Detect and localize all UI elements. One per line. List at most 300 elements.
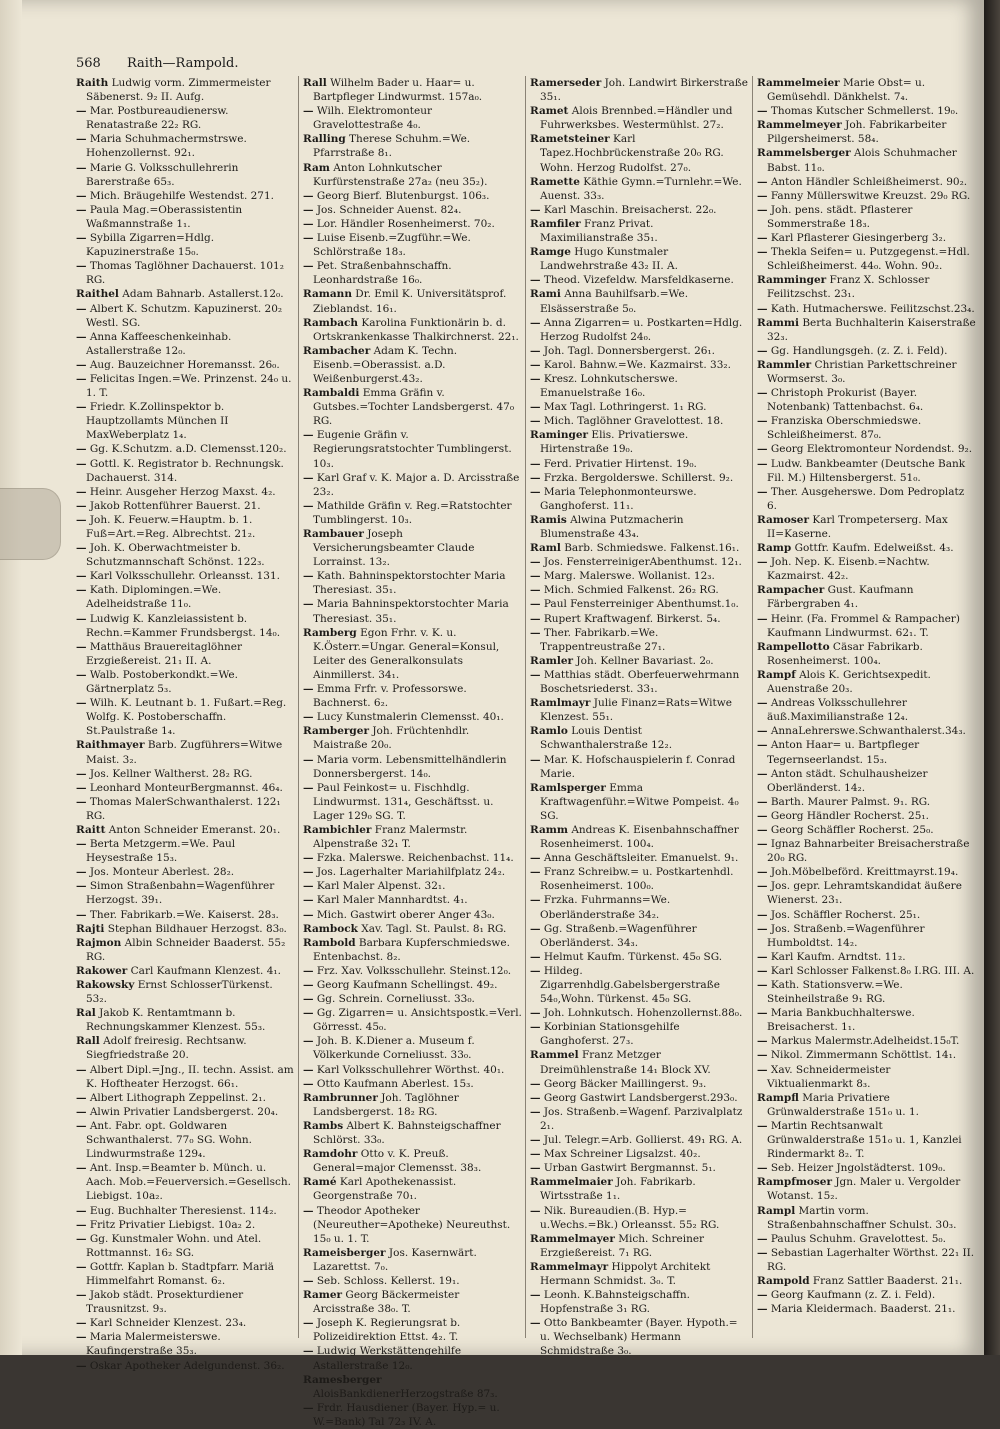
entry-details: Fanny Müllerswitwe Kreuzst. 29₀ RG. [767,189,971,202]
entry-surname: — [76,513,87,526]
directory-entry [757,358,977,386]
entry-details: Gg. Kunstmaler Wohn. und Atel. Rottmannst. 16₂ SG. [86,1232,262,1259]
directory-entry [530,1161,749,1175]
entry-details: AloisBankdienerHerzogstraße 87₃. [313,1387,498,1400]
entry-details: Georg Bäckermeister Arcisstraße 38₀. T. [313,1289,460,1316]
entry-details: Oskar Apotheker Adelgundenst. 36₂. [86,1359,285,1372]
entry-surname: — [76,640,87,653]
entry-surname: Ramette [530,175,580,188]
entry-surname: — [303,711,314,724]
directory-entry [76,457,295,485]
entry-surname: Rampl [757,1204,796,1217]
entry-surname: Ramler [530,654,574,667]
entry-surname: — [530,950,541,963]
directory-entry [76,978,295,1006]
directory-entry [757,738,977,766]
entry-surname: — [76,866,87,879]
entry-surname: Rall [303,77,327,89]
entry-details: Ferd. Privatier Hirtenst. 19₀. [540,457,697,470]
entry-surname: — [530,1021,541,1034]
entry-details: Mar. K. Hofschauspielerin f. Conrad Marie. [540,753,736,780]
directory-entry [76,767,295,781]
directory-entry [530,414,749,428]
entry-surname: — [757,175,768,188]
entry-details: Joh. Kellner Bavariast. 2₀. [573,654,714,667]
entry-surname: Ramp [757,542,792,555]
entry-details: Nik. Bureaudien.(B. Hyp.= u.Wechs.=Bk.) Orleansst. 55₂ RG. [540,1204,720,1231]
entry-details: Alwina Putzmacherin Blumenstraße 43₄. [540,513,684,540]
entry-details: Otto Bankbeamter (Bayer. Hypoth.= u. Wechselbank) Hermann Schmidstraße 3₀. [540,1317,738,1358]
directory-entry [303,1091,522,1119]
entry-surname: — [76,1105,87,1118]
entry-details: Fritz Privatier Liebigst. 10a₂ 2. [86,1218,256,1231]
entry-details: Ludw. Bankbeamter (Deutsche Bank Fil. M.) Hiltensbergerst. 51₀. [767,457,966,484]
entry-details: Karl Schlosser Falkenst.8₀ I.RG. III. A. [767,964,975,977]
entry-surname: — [303,993,314,1006]
entry-surname: — [76,372,87,385]
entry-details: Maria Schuhmachermstrswe. Hohenzollernst. 92₁. [86,133,247,160]
entry-details: Karolina Funktionärin b. d. Ortskrankenkasse Thalkirchnerst. 22₁. [313,316,519,343]
entry-surname: Rammelmaier [530,1176,613,1189]
directory-entry [76,1063,295,1091]
directory-entry [76,738,295,766]
entry-surname: Ramoser [757,513,810,526]
directory-entry [757,316,977,344]
entry-details: Hippolyt Architekt Hermann Schmidst. 3₀. T. [540,1260,711,1287]
directory-entry [530,1077,749,1091]
directory-entry [76,485,295,499]
entry-surname: — [757,556,768,569]
directory-column [755,76,980,1338]
entry-details: Ant. Insp.=Beamter b. Münch. u. Aach. Mob.=Feuerversich.=Gesellsch. Liebigst. 10a₂. [86,1162,291,1203]
directory-entry [530,175,749,203]
directory-entry [303,597,522,625]
directory-entry [530,1147,749,1161]
entry-surname: — [530,358,541,371]
entry-details: Barb. Zugführers=Witwe Maist. 3₂. [86,739,283,766]
directory-entry [757,1274,977,1288]
entry-details: Frz. Xav. Volksschullehr. Steinst.12₀. [313,964,512,977]
entry-surname: — [76,542,87,555]
entry-surname: — [530,457,541,470]
directory-entry [530,1316,749,1358]
entry-surname: — [303,570,314,583]
entry-surname: Ramerseder [530,77,602,89]
entry-surname: — [757,795,768,808]
directory-entry [303,753,522,781]
entry-details: Matthäus Brauereitaglöhner Erzgießereist. 21₁ II. A. [86,640,243,667]
entry-surname: — [757,1303,768,1316]
directory-entry [76,795,295,823]
entry-details: Maria vorm. Lebensmittelhändlerin Donnersbergerst. 14₀. [313,753,507,780]
entry-details: Ant. Fabr. opt. Goldwaren Schwanthalerst. 77₀ SG. Wohn. Lindwurmstraße 129₄. [86,1119,253,1161]
entry-surname: — [530,866,541,879]
entry-details: Albert K. Schutzm. Kapuzinerst. 20₂ Westl. SG. [86,302,283,329]
entry-surname: Ramer [303,1289,343,1302]
directory-entry [530,1232,749,1260]
directory-entry [757,414,977,442]
entry-surname: — [76,584,87,597]
directory-entry [757,583,977,611]
entry-details: Pet. Straßenbahnschaffn. Leonhardstraße 16₀. [313,260,452,287]
entry-surname: — [303,866,314,879]
entry-surname: — [76,499,87,512]
entry-surname: — [757,612,768,625]
running-title: Raith—Rampold. [126,56,239,71]
directory-entry [530,724,749,752]
entry-details: Seb. Heizer Jngolstädterst. 109₀. [767,1162,946,1175]
entry-details: Joh. B. K.Diener a. Museum f. Völkerkunde Corneliusst. 33₀. [313,1035,475,1062]
entry-details: Theodor Apotheker (Neureuther=Apotheke) Neureuthst. 15₀ u. 1. T. [313,1204,511,1245]
directory-column [528,76,753,1358]
directory-entry [757,1119,977,1161]
directory-entry [757,513,977,541]
entry-surname: — [303,471,314,484]
directory-entry [757,865,977,879]
entry-surname: — [757,880,768,893]
directory-entry [530,626,749,654]
directory-entry [303,710,522,724]
entry-surname: Rambacher [303,344,371,357]
entry-details: Thomas Taglöhner Dachauerst. 101₂ RG. [86,260,284,287]
entry-details: Georg Bäcker Maillingerst. 9₃. [540,1077,707,1090]
entry-surname: — [303,217,314,230]
entry-surname: Rajmon [76,936,122,949]
entry-details: Alwin Privatier Landsbergerst. 20₄. [86,1105,279,1118]
directory-entry [303,76,522,104]
entry-surname: — [76,880,87,893]
directory-entry [76,104,295,132]
entry-surname: — [757,823,768,836]
entry-details: Andreas K. Eisenbahnschaffner Rosenheimerst. 100₄. [540,823,739,851]
entry-surname: Rambauer [303,528,364,540]
entry-details: Walb. Postoberkondkt.=We. Gärtnerplatz 5₃. [86,668,238,696]
entry-surname: Raithel [76,288,119,301]
directory-entry [530,1260,749,1288]
entry-details: Elis. Privatierswe. Hirtenstraße 19₀. [540,429,689,456]
directory-entry [530,400,749,414]
directory-entry [303,936,522,964]
entry-surname: Ramesberger [303,1373,382,1386]
entry-details: Karl Pflasterer Giesingerberg 3₂. [767,232,947,245]
directory-entry [757,724,977,738]
entry-surname: Rammelmayr [530,1260,609,1273]
entry-surname: — [757,485,768,498]
entry-details: Karl Trompeterserg. Max II=Kaserne. [767,513,948,540]
directory-entry [530,513,749,541]
entry-surname: Ramlo [530,725,568,738]
entry-surname: — [757,189,768,202]
entry-surname: — [303,598,314,611]
directory-entry [76,696,295,738]
directory-entry [303,1373,522,1401]
entry-surname: — [76,767,87,780]
entry-surname: — [76,1204,87,1217]
directory-entry [757,1034,977,1048]
entry-details: Ludwig vorm. Zimmermeister Säbenerst. 9₂ II. Aufg. [86,77,271,104]
entry-surname: — [76,697,87,710]
entry-surname: — [76,795,87,808]
page-binding-shadow [0,0,22,1355]
entry-details: Paul Fensterreiniger Abenthumst.1₀. [540,598,739,611]
directory-entry [303,1274,522,1288]
entry-details: Joh. K. Oberwachtmeister b. Schutzmannschaft Schönst. 122₃. [86,542,265,569]
directory-entry [303,908,522,922]
directory-entry [303,893,522,907]
entry-details: Jos. Schäffler Rocherst. 25₁. [767,908,921,921]
directory-entry [757,696,977,724]
entry-surname: — [76,189,87,202]
entry-details: Albert K. Bahnsteigschaffner Schlörst. 33₀. [313,1119,501,1147]
entry-surname: — [303,203,314,216]
entry-details: Joh.Möbelbeförd. Kreittmayrst.19₄. [767,866,959,879]
directory-entry [530,1175,749,1203]
entry-details: Ludwig Werkstättengehilfe Astallerstraße 12₀. [313,1345,462,1372]
entry-surname: Rammelmeyer [757,119,842,132]
entry-surname: — [757,950,768,963]
entry-surname: — [757,1035,768,1048]
directory-entry [76,1105,295,1119]
directory-entry [76,302,295,330]
entry-surname: Rambock [303,922,358,935]
directory-entry [530,76,749,104]
entry-surname: Ramge [530,246,571,259]
entry-surname: — [530,598,541,611]
entry-surname: Rakower [76,964,128,977]
entry-surname: Ram [303,161,330,174]
entry-surname: Rametsteiner [530,133,610,146]
entry-details: Gottl. K. Registrator b. Rechnungsk. Dachauerst. 314. [86,457,284,484]
entry-surname: — [757,344,768,357]
directory-entry [303,865,522,879]
directory-entry [757,823,977,837]
directory-entry [757,668,977,696]
entry-details: Max Tagl. Lothringerst. 1₁ RG. [540,401,707,414]
entry-surname: Rammi [757,316,799,329]
entry-details: Berta Buchhalterin Kaiserstraße 32₃. [767,316,976,343]
entry-surname: Rall [76,1035,100,1048]
entry-details: Maria Telephonmonteurswe. Ganghoferst. 11₁. [540,485,697,512]
entry-details: Christian Parkettschreiner Wormserst. 3₀. [767,358,957,385]
directory-entry [303,978,522,992]
entry-details: Xav. Schneidermeister Viktualienmarkt 8₃. [767,1063,891,1090]
entry-surname: — [530,1077,541,1090]
entry-details: Adolf freiresig. Rechtsanw. Siegfriedstraße 20. [86,1035,247,1062]
entry-surname: — [757,387,768,400]
directory-entry [757,1288,977,1302]
entry-details: Karl Apothekenassist. Georgenstraße 70₁. [313,1176,457,1203]
directory-entry [76,400,295,442]
directory-entry [757,231,977,245]
entry-details: Jakob städt. Prosekturdiener Trausnitzst. 9₃. [86,1289,244,1316]
entry-surname: — [303,1401,314,1414]
entry-surname: — [76,908,87,921]
entry-details: Karl Maler Alpenst. 32₁. [313,880,446,893]
directory-entry [303,1288,522,1316]
entry-details: Eug. Buchhalter Theresienst. 114₂. [86,1204,277,1217]
entry-surname: — [303,429,314,442]
directory-entry [303,1006,522,1034]
directory-entry [757,104,977,118]
entry-details: Anton Schneider Emeranst. 20₁. [105,823,281,836]
entry-details: Joseph Versicherungsbeamter Claude Lorrainst. 13₂. [313,528,475,569]
entry-details: Gg. Straßenb.=Wagenführer Oberländerst. 34₃. [540,922,697,949]
entry-surname: Rambs [303,1119,344,1132]
entry-details: Karl Kaufm. Arndtst. 11₂. [767,950,906,963]
entry-details: Kresz. Lohnkutscherswe. Emanuelstraße 16₀. [540,372,678,400]
entry-details: Barbara Kupferschmiedswe. Entenbachst. 8₂. [313,936,510,963]
entry-surname: Rajti [76,922,105,935]
entry-details: Xav. Tagl. St. Paulst. 8₁ RG. [357,922,507,935]
directory-entry [303,879,522,893]
entry-surname: — [757,246,768,259]
directory-entry [303,203,522,217]
directory-entry [303,1175,522,1203]
entry-surname: Rambold [303,936,356,949]
entry-surname: — [530,570,541,583]
directory-entry [76,1034,295,1062]
entry-details: Seb. Schloss. Kellerst. 19₁. [313,1274,460,1287]
directory-entry [76,1161,295,1203]
entry-surname: Ramé [303,1176,337,1189]
entry-details: Adam K. Techn. Eisenb.=Oberassist. a.D. Weißenburgerst.43₂. [313,344,458,385]
directory-entry [303,231,522,259]
directory-entry [76,865,295,879]
entry-surname: — [757,302,768,315]
entry-details: Maria Bahninspektorstochter Maria Theresiast. 35₁. [313,598,509,625]
directory-column [74,76,299,1372]
directory-entry [530,287,749,315]
entry-details: Alois Schuhmacher Babst. 11₀. [767,147,957,174]
entry-details: Sybilla Zigarren=Hdlg. Kapuzinerstraße 15₀. [86,232,215,259]
entry-surname: — [76,1162,87,1175]
entry-details: Martin vorm. Straßenbahnschaffner Schulst. 30₃. [767,1204,957,1231]
entry-details: Sebastian Lagerhalter Wörthst. 22₁ II. RG. [767,1246,975,1273]
entry-details: Maria Kleidermach. Baaderst. 21₁. [767,1303,956,1316]
entry-surname: Ramberger [303,725,369,738]
entry-details: Fzka. Malerswe. Reichenbachst. 11₄. [313,852,514,865]
binding-clip [0,488,61,560]
entry-details: Heinr. (Fa. Frommel & Rampacher) Kaufmann Lindwurmst. 62₁. T. [767,612,960,639]
entry-details: Anton Händler Schleißheimerst. 90₂. [767,175,968,188]
entry-surname: Rammler [757,358,812,371]
directory-entry [76,1232,295,1260]
entry-surname: — [76,105,87,118]
entry-details: Georg Schäffler Rocherst. 25₀. [767,823,934,836]
entry-surname: — [757,415,768,428]
entry-surname: — [76,1063,87,1076]
entry-surname: — [757,1232,768,1245]
entry-surname: — [530,556,541,569]
directory-entry [76,1260,295,1288]
directory-entry [757,442,977,456]
directory-entry [303,964,522,978]
entry-surname: Raithmayer [76,739,145,752]
directory-entry [530,922,749,950]
directory-entry [757,1063,977,1091]
entry-details: Therese Schuhm.=We. Pfarrstraße 8₁. [313,133,471,160]
entry-details: Mich. Schreiner Erzgießereist. 7₁ RG. [540,1232,705,1259]
directory-entry [757,386,977,414]
entry-surname: — [76,1232,87,1245]
directory-entry [530,457,749,471]
directory-entry [757,1091,977,1119]
entry-details: Thomas MalerSchwanthalerst. 122₁ RG. [86,795,281,822]
entry-details: Jos. FensterreinigerAbenthumst. 12₁. [540,556,742,569]
entry-surname: Rampacher [757,584,825,597]
directory-entry [76,1091,295,1105]
entry-surname: — [303,105,314,118]
directory-entry [76,569,295,583]
entry-surname: — [303,1035,314,1048]
entry-surname: — [303,1345,314,1358]
entry-surname: — [303,1274,314,1287]
entry-details: Hildeg. Zigarrenhdlg.Gabelsbergerstraße 54₀,Wohn. Türkenst. 45₀ SG. [540,964,720,1006]
entry-details: Eugenie Gräfin v. Regierungsratstochter Tumblingerst. 10₃. [313,429,512,470]
entry-surname: — [530,668,541,681]
directory-entry [303,1077,522,1091]
directory-entry [757,302,977,316]
directory-entry [757,273,977,301]
entry-details: Ther. Ausgeherswe. Dom Pedroplatz 6. [767,485,965,512]
directory-columns [74,76,982,1428]
directory-entry [530,428,749,456]
entry-surname: — [757,1289,768,1302]
entry-details: Lucy Kunstmalerin Clemensst. 40₁. [313,711,504,724]
directory-entry [757,146,977,174]
directory-entry [530,823,749,851]
entry-details: Gg. Schrein. Corneliusst. 33₀. [313,993,475,1006]
directory-entry [757,118,977,146]
entry-details: Joh. Lohnkutsch. Hohenzollernst.88₀. [540,1007,743,1020]
entry-surname: — [530,964,541,977]
directory-entry [757,1204,977,1232]
entry-details: Karl Tapez.Hochbrückenstraße 20₀ RG. Wohn. Herzog Rudolfst. 27₀. [540,133,724,174]
directory-entry [757,879,977,907]
directory-entry [530,781,749,823]
directory-entry [757,950,977,964]
entry-surname: — [76,1331,87,1344]
entry-surname: — [757,725,768,738]
directory-entry [76,259,295,287]
directory-entry [757,978,977,1006]
entry-surname: — [757,922,768,935]
entry-surname: — [76,161,87,174]
entry-details: Georg Kaufmann (z. Z. i. Feld). [767,1289,936,1302]
entry-details: Franz Metzger Dreimühlenstraße 14₁ Block XV. [540,1049,711,1076]
entry-surname: — [303,189,314,202]
directory-entry [76,908,295,922]
entry-details: Rupert Kraftwagenf. Birkerst. 5₄. [540,612,721,625]
entry-surname: — [76,781,87,794]
directory-entry [76,837,295,865]
entry-details: Georg Kaufmann Schellingst. 49₂. [313,979,498,991]
entry-surname: Ral [76,1007,96,1020]
entry-details: Christoph Prokurist (Bayer. Notenbank) Tattenbachst. 6₄. [767,387,924,414]
entry-details: Gg. Handlungsgeh. (z. Z. i. Feld). [767,344,948,357]
directory-entry [76,1204,295,1218]
directory-entry [530,950,749,964]
entry-details: Paul Feinkost= u. Fischhdlg. Lindwurmst. 131₄, Geschäftsst. u. Lager 129₀ SG. T. [313,781,494,822]
entry-details: Joh. Nep. K. Eisenb.=Nachtw. Kazmairst. 42₂. [767,556,930,583]
directory-entry [76,1330,295,1358]
entry-details: Kath. Hutmacherswe. Feilitzschst.23₄. [767,302,975,315]
entry-details: Gust. Kaufmann Färbergraben 4₁. [767,584,914,611]
entry-surname: — [76,457,87,470]
directory-entry [757,640,977,668]
entry-surname: — [757,767,768,780]
entry-surname: — [757,1162,768,1175]
